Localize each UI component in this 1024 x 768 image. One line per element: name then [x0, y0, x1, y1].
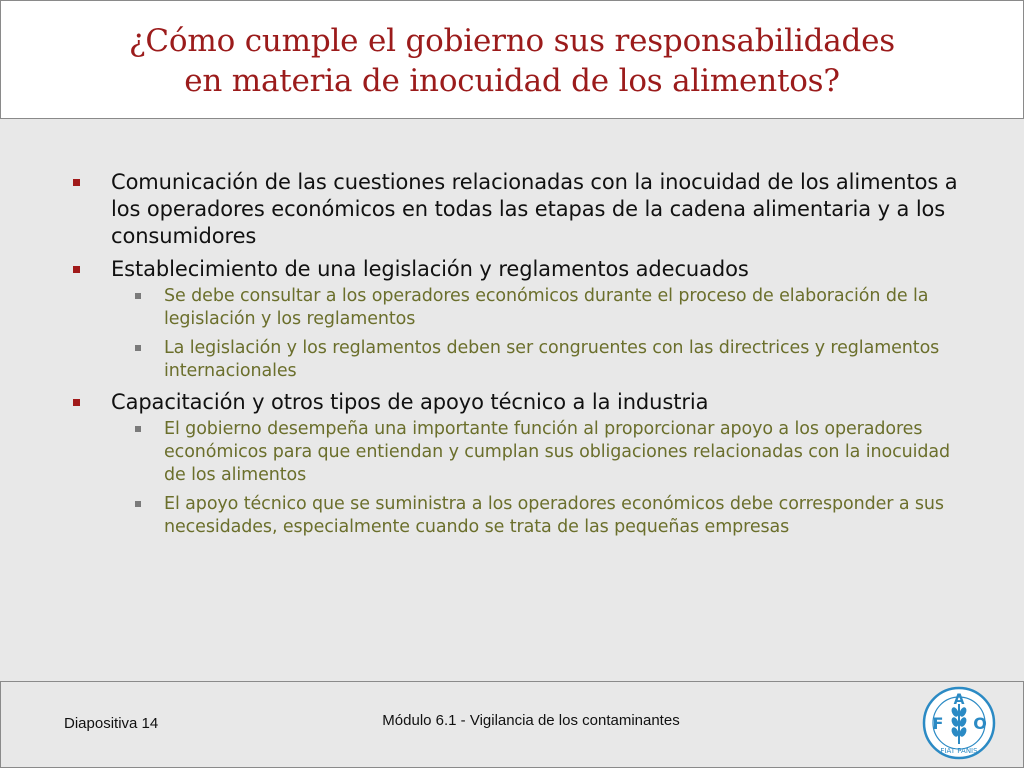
bullet-text: Establecimiento de una legislación y reglamentos adecuados: [111, 257, 749, 281]
bullet-list: [70, 169, 960, 545]
logo-letter-a: A: [953, 692, 965, 708]
square-bullet-icon: [73, 266, 80, 273]
slide-content: [0, 119, 1024, 681]
title-line-2: en materia de inocuidad de los alimentos?: [184, 63, 840, 99]
square-sub-bullet-icon: [135, 501, 141, 507]
sub-bullet-item: [111, 337, 960, 383]
sub-bullet-item: [111, 418, 960, 487]
logo-motto: FIAT PANIS: [940, 747, 978, 755]
sub-bullet-list: [111, 418, 960, 539]
module-label: Módulo 6.1 - Vigilancia de los contaminantes: [382, 712, 680, 729]
title-line-1: ¿Cómo cumple el gobierno sus responsabilidades: [128, 23, 895, 59]
square-sub-bullet-icon: [135, 293, 141, 299]
slide-header: [0, 0, 1024, 119]
sub-bullet-item: [111, 285, 960, 331]
bullet-item: [70, 169, 960, 250]
slide-footer: [0, 681, 1024, 768]
sub-bullet-text: El gobierno desempeña una importante función al proporcionar apoyo a los operadores económicos para que entiendan y cumplan sus obligaciones relacionadas con la inocuidad de los alimentos: [164, 419, 950, 485]
logo-letter-f: F: [932, 714, 944, 733]
square-sub-bullet-icon: [135, 345, 141, 351]
bullet-text: Comunicación de las cuestiones relacionadas con la inocuidad de los alimentos a los operadores económicos en todas las etapas de la cadena alimentaria y a los consumidores: [111, 170, 958, 248]
slide-title: [21, 21, 1003, 101]
logo-letter-o: O: [973, 714, 987, 733]
sub-bullet-list: [111, 285, 960, 383]
bullet-item: [70, 256, 960, 383]
square-bullet-icon: [73, 399, 80, 406]
square-bullet-icon: [73, 179, 80, 186]
sub-bullet-text: El apoyo técnico que se suministra a los operadores económicos debe corresponder a sus necesidades, especialmente cuando se trata de las pequeñas empresas: [164, 494, 944, 537]
bullet-text: Capacitación y otros tipos de apoyo técnico a la industria: [111, 390, 709, 414]
square-sub-bullet-icon: [135, 426, 141, 432]
sub-bullet-item: [111, 493, 960, 539]
bullet-item: [70, 389, 960, 539]
sub-bullet-text: La legislación y los reglamentos deben ser congruentes con las directrices y reglamentos internacionales: [164, 338, 940, 381]
slide-number: Diapositiva 14: [64, 715, 159, 732]
fao-logo-icon: [919, 682, 999, 762]
sub-bullet-text: Se debe consultar a los operadores económicos durante el proceso de elaboración de la legislación y los reglamentos: [164, 286, 929, 329]
